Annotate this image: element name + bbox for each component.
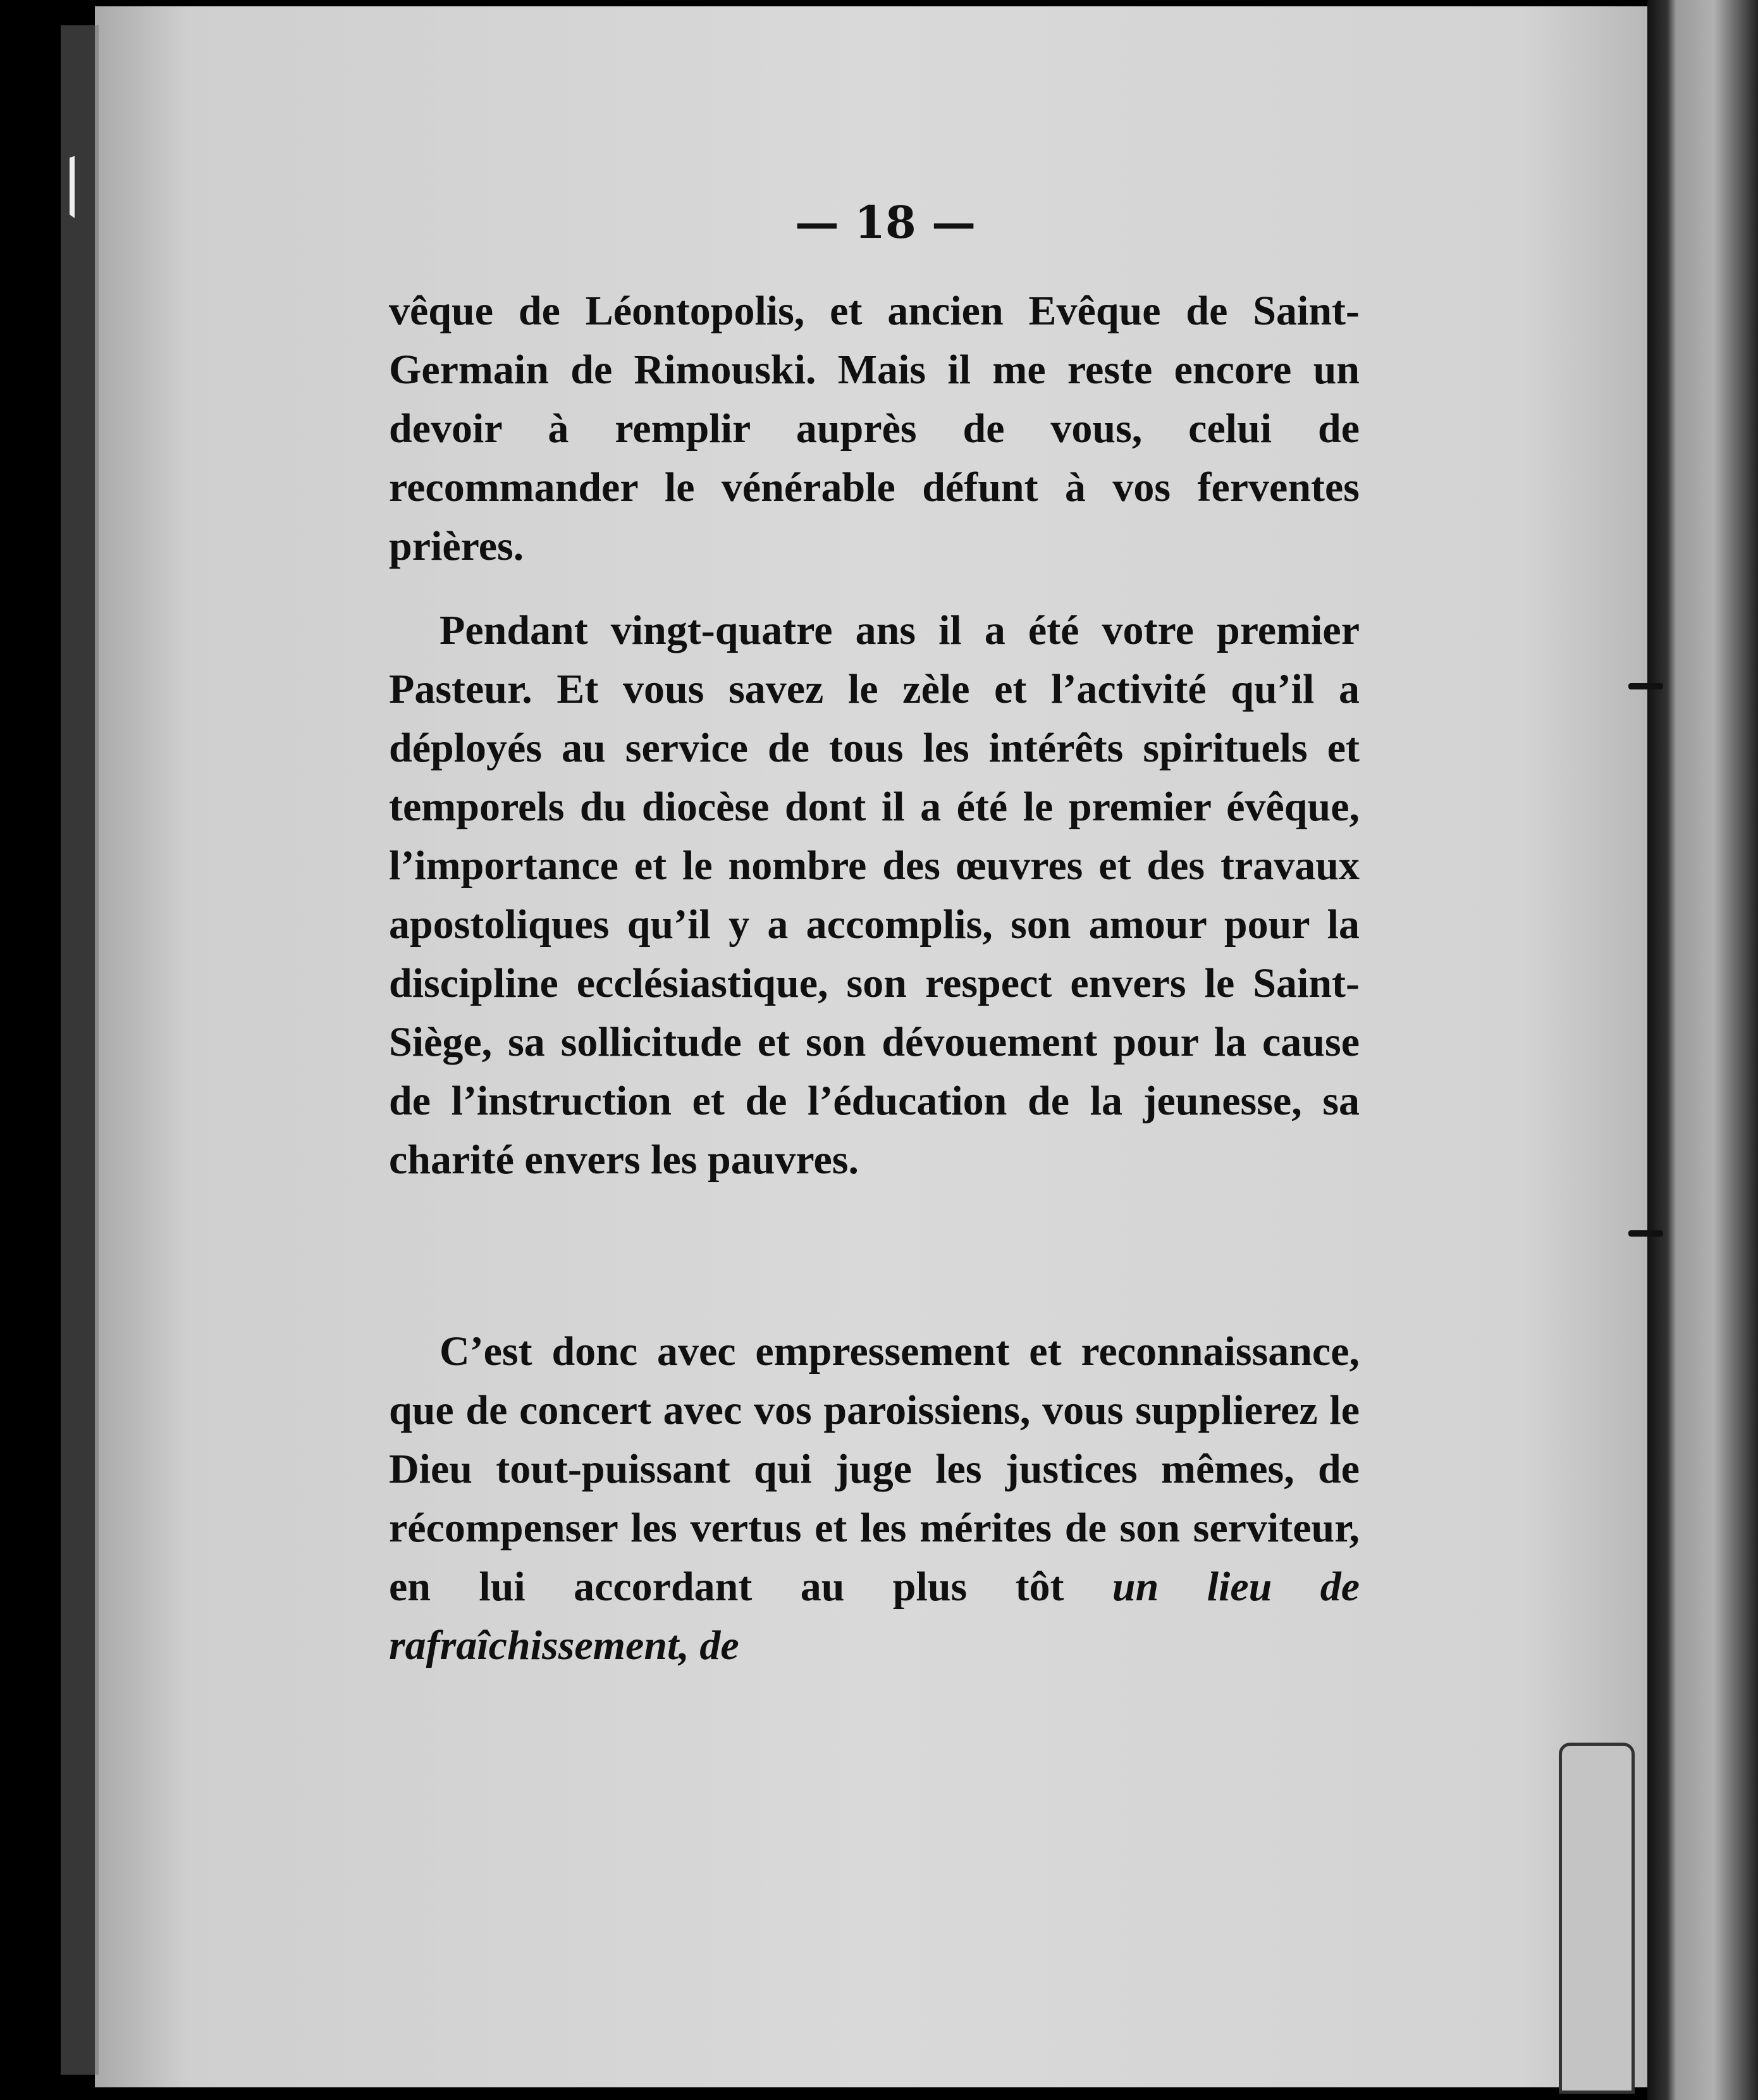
- page-number: — 18 —: [794, 196, 976, 249]
- binding-stitch: [1628, 683, 1663, 689]
- paragraph-3-italic: un lieu de rafraîchissement, de: [389, 1564, 1360, 1669]
- page-shadow-edge: [61, 25, 99, 2075]
- paragraph-3-text: C’est donc avec empressement et reconnaissance, que de concert avec vos paroissiens, vous supplierez le Dieu tout-puissant qui juge les justices mêmes, de récompenser les vertus et les mérites de son serviteur, en lui accordant au plus tôt: [389, 1328, 1360, 1610]
- paragraph-2: Pendant vingt-quatre ans il a été votre premier Pasteur. Et vous savez le zèle et l’activité qu’il a déployés au service de tous les intérêts spirituels et temporels du diocèse dont il a été le premier évêque, l’importance et le nombre des œuvres et des travaux apostoliques qu’il y a accomplis, son amour pour la discipline ecclésiastique, son respect envers le Saint-Siège, sa sollicitude et son dévouement pour la cause de l’instruction et de l’éducation de la jeunesse, sa charité envers les pauvres.: [389, 607, 1360, 1183]
- binding-stitch: [1628, 1230, 1663, 1237]
- paragraph-1: vêque de Léontopolis, et ancien Evêque de Saint-Germain de Rimouski. Mais il me reste encore un devoir à remplir auprès de vous, celui de recommander le vénérable défunt à vos ferventes prières.: [389, 288, 1360, 569]
- binding-tab: [1559, 1743, 1635, 2094]
- paragraph-3: [389, 1322, 1360, 1675]
- facing-page-strip: [1647, 0, 1758, 2100]
